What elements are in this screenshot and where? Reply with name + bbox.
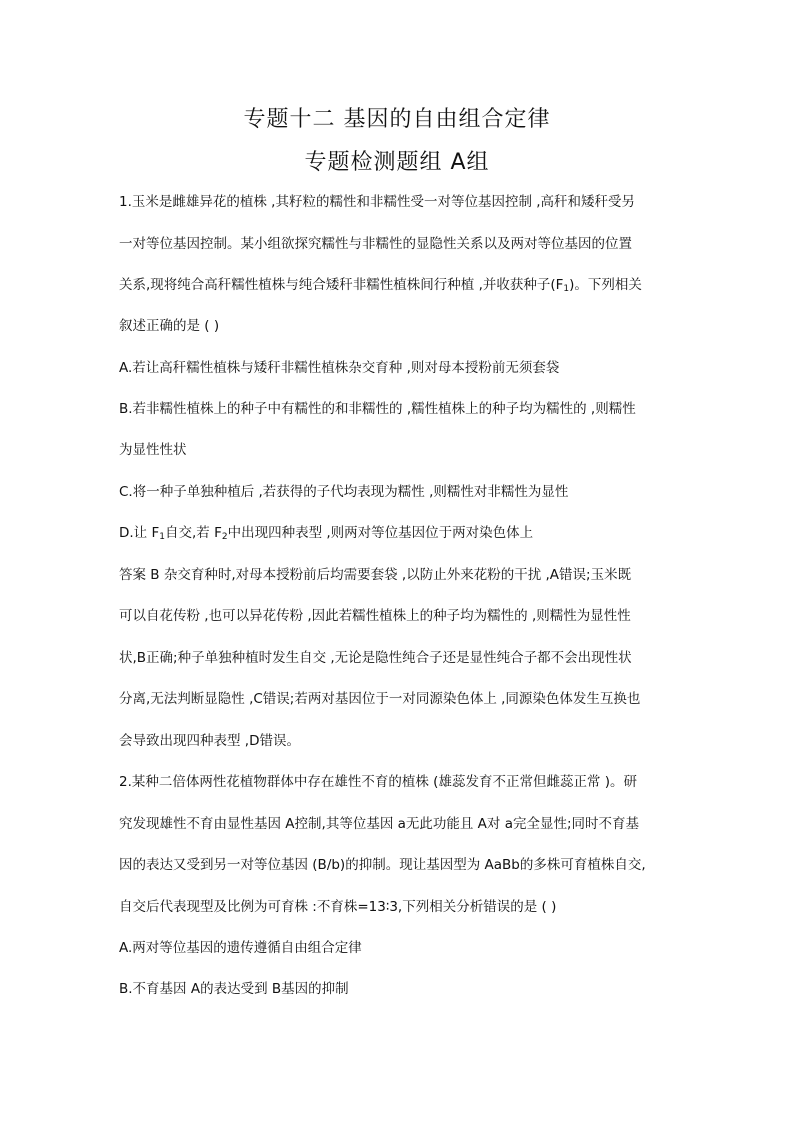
question-1-line-3-text-b: )。下列相关	[569, 277, 642, 293]
question-1-line-2: 一对等位基因控制。某小组欲探究糯性与非糯性的显隐性关系以及两对等位基因的位置	[119, 236, 632, 252]
question-2-line-3: 因的表达又受到另一对等位基因 (B/b)的抑制。现让基因型为 AaBb的多株可育植株自交,	[119, 857, 646, 873]
answer-1-line-3: 状,B正确;种子单独种植时发生自交 ,无论是隐性纯合子还是显性纯合子都不会出现性状	[119, 650, 632, 666]
answer-1-line-1: 答案 B 杂交育种时,对母本授粉前后均需要套袋 ,以防止外来花粉的干扰 ,A错误;玉米既	[119, 567, 632, 583]
answer-1-line-2: 可以自花传粉 ,也可以异花传粉 ,因此若糯性植株上的种子均为糯性的 ,则糯性为显性性	[119, 608, 631, 624]
question-2-line-2: 究发现雄性不育由显性基因 A控制,其等位基因 a无此功能且 A对 a完全显性;同时不育基	[119, 816, 640, 832]
question-1-option-b-line-1: B.若非糯性植株上的种子中有糯性的和非糯性的 ,糯性植株上的种子均为糯性的 ,则糯性	[119, 401, 636, 417]
f2-subscript: 2	[221, 532, 228, 542]
question-2-option-b: B.不育基因 A的表达受到 B基因的抑制	[119, 981, 349, 997]
answer-1-line-4: 分离,无法判断显隐性 ,C错误;若两对基因位于一对同源染色体上 ,同源染色体发生互换也	[119, 691, 641, 707]
question-1-option-d	[119, 524, 679, 542]
question-1-option-a: A.若让高秆糯性植株与矮秆非糯性植株杂交育种 ,则对母本授粉前无须套袋	[119, 360, 560, 376]
answer-1-line-5: 会导致出现四种表型 ,D错误。	[119, 733, 300, 749]
page-subtitle: 专题检测题组 A组	[304, 150, 490, 175]
question-2-line-1: 2.某种二倍体两性花植物群体中存在雄性不育的植株 (雄蕊发育不正常但雌蕊正常 )。研	[119, 774, 637, 790]
option-d-text-c: 中出现四种表型 ,则两对等位基因位于两对染色体上	[227, 525, 534, 541]
question-1-line-4: 叙述正确的是 ( )	[119, 318, 220, 334]
option-d-text-a: D.让 F	[119, 525, 160, 541]
question-1-line-1: 1.玉米是雌雄异花的植株 ,其籽粒的糯性和非糯性受一对等位基因控制 ,高秆和矮秆受另	[119, 194, 636, 210]
question-2-option-a: A.两对等位基因的遗传遵循自由组合定律	[119, 940, 362, 956]
page-title: 专题十二 基因的自由组合定律	[243, 107, 551, 132]
option-d-text-b: 自交,若 F	[164, 525, 222, 541]
question-2-line-4: 自交后代表现型及比例为可育株 :不育株=13∶3,下列相关分析错误的是 ( )	[119, 899, 557, 915]
question-1-line-3	[119, 276, 679, 294]
question-1-option-c: C.将一种子单独种植后 ,若获得的子代均表现为糯性 ,则糯性对非糯性为显性	[119, 484, 569, 500]
question-1-option-b-line-2: 为显性性状	[119, 442, 187, 458]
question-1-line-3-text-a: 关系,现将纯合高秆糯性植株与纯合矮秆非糯性植株间行种植 ,并收获种子(F	[119, 277, 564, 293]
f1-subscript: 1	[159, 532, 165, 542]
f1-subscript: 1	[563, 284, 570, 294]
